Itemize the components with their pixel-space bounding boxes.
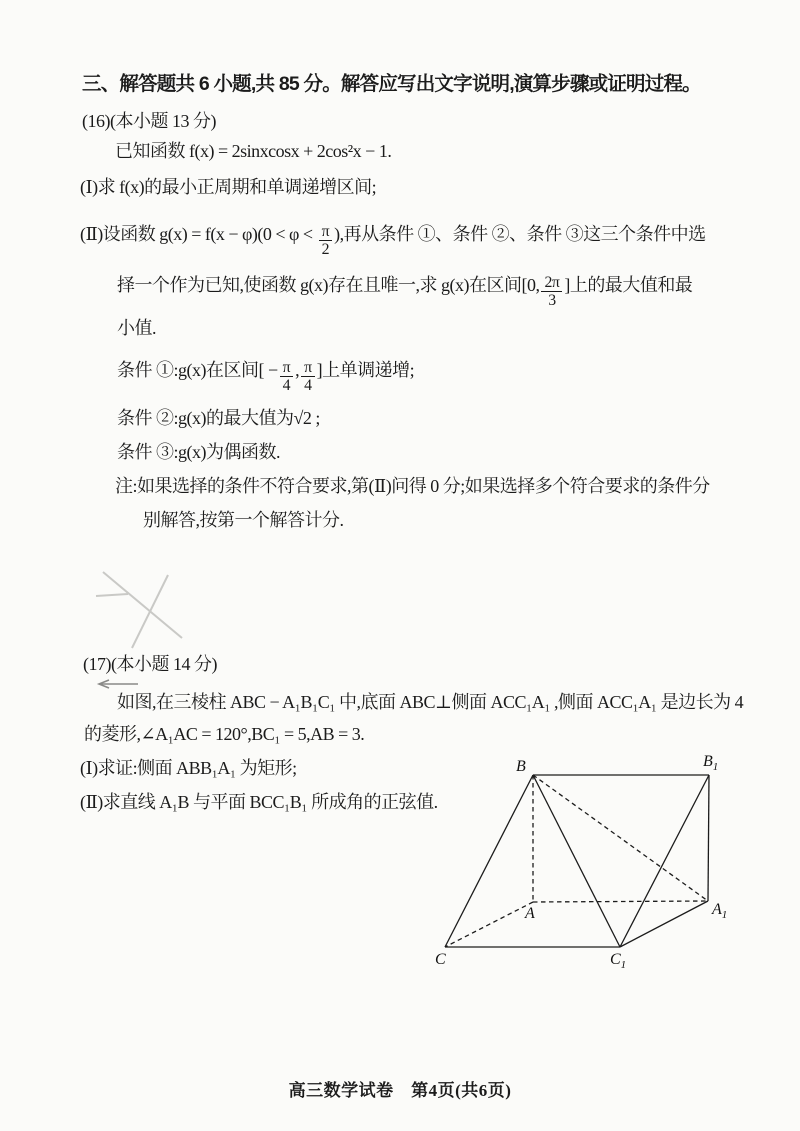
q16-condition1: 条件 ①:g(x)在区间[ − $\frac{\pi}{4}$ , $\frac{\pi}{4}$ ]上单调递增;	[117, 359, 415, 395]
q16-note-line2: 别解答,按第一个解答计分.	[143, 510, 344, 530]
q17-intro-line2: 的菱形,∠A₁AC = 120°,BC₁ = 5,AB = 3.	[84, 724, 365, 744]
smudge-mark	[96, 572, 182, 648]
q16-part1: (Ⅰ)求 f(x)的最小正周期和单调递增区间;	[80, 177, 377, 197]
prism-edge-B1-C1	[620, 775, 709, 947]
prism-edge-A1-B1	[708, 775, 709, 901]
q16-note-line1: 注:如果选择的条件不符合要求,第(Ⅱ)问得 0 分;如果选择多个符合要求的条件分	[115, 476, 710, 496]
vertex-label-B1: $B_1$	[703, 753, 719, 773]
q16-part2-line2: 择一个作为已知,使函数 g(x)存在且唯一,求 g(x)在区间[0, $\frac{2\pi}{3}$ ]上的最大值和最	[117, 274, 693, 310]
q16-part2-line3: 小值.	[117, 318, 156, 338]
vertex-label-C1: $C_1$	[610, 951, 627, 971]
vertex-label-A: A	[525, 905, 535, 922]
prism-edge-A-C	[445, 902, 533, 947]
vertex-label-C: C	[435, 951, 446, 968]
q17-part2: (Ⅱ)求直线 A₁B 与平面 BCC₁B₁ 所成角的正弦值.	[80, 792, 438, 812]
q16-condition2: 条件 ②:g(x)的最大值为√2 ;	[117, 408, 320, 428]
vertex-label-A1: $A_1$	[712, 901, 728, 921]
prism-edge-B-C	[445, 775, 533, 947]
q17-part1: (Ⅰ)求证:侧面 ABB₁A₁ 为矩形;	[80, 758, 297, 778]
q17-title: (17)(本小题 14 分)	[83, 654, 217, 674]
section-header: 三、解答题共 6 小题,共 85 分。解答应写出文字说明,演算步骤或证明过程。	[82, 73, 701, 95]
q16-part2-line1: (Ⅱ)设函数 g(x) = f(x − φ)(0 < φ < $\frac{\pi}{2}$ ),再从条件 ①、条件 ②、条件 ③这三个条件中选	[80, 223, 706, 259]
q17-intro-line1: 如图,在三棱柱 ABC − A₁B₁C₁ 中,底面 ABC⊥侧面 ACC₁A₁ ,侧面 ACC₁A₁ 是边长为 4	[117, 692, 744, 712]
q16-title: (16)(本小题 13 分)	[82, 111, 216, 131]
page-footer: 高三数学试卷 第4页(共6页)	[288, 1081, 512, 1100]
prism-edge-B-A1	[533, 775, 708, 901]
fraction: $\frac{\pi}{4}$	[301, 359, 315, 394]
fraction: $\frac{2\pi}{3}$	[541, 274, 562, 309]
fraction: $\frac{\pi}{4}$	[280, 359, 294, 394]
q16-condition3: 条件 ③:g(x)为偶函数.	[117, 442, 280, 462]
vertex-label-B: B	[516, 758, 526, 775]
prism-edge-B-C1	[533, 775, 620, 947]
q16-given-function: 已知函数 f(x) = 2sinxcosx + 2cos²x − 1.	[115, 141, 392, 161]
arrow-mark	[99, 680, 138, 688]
prism-edge-A-A1	[533, 901, 708, 902]
prism-edge-C1-A1	[620, 901, 708, 947]
fraction: $\frac{\pi}{2}$	[319, 223, 333, 258]
